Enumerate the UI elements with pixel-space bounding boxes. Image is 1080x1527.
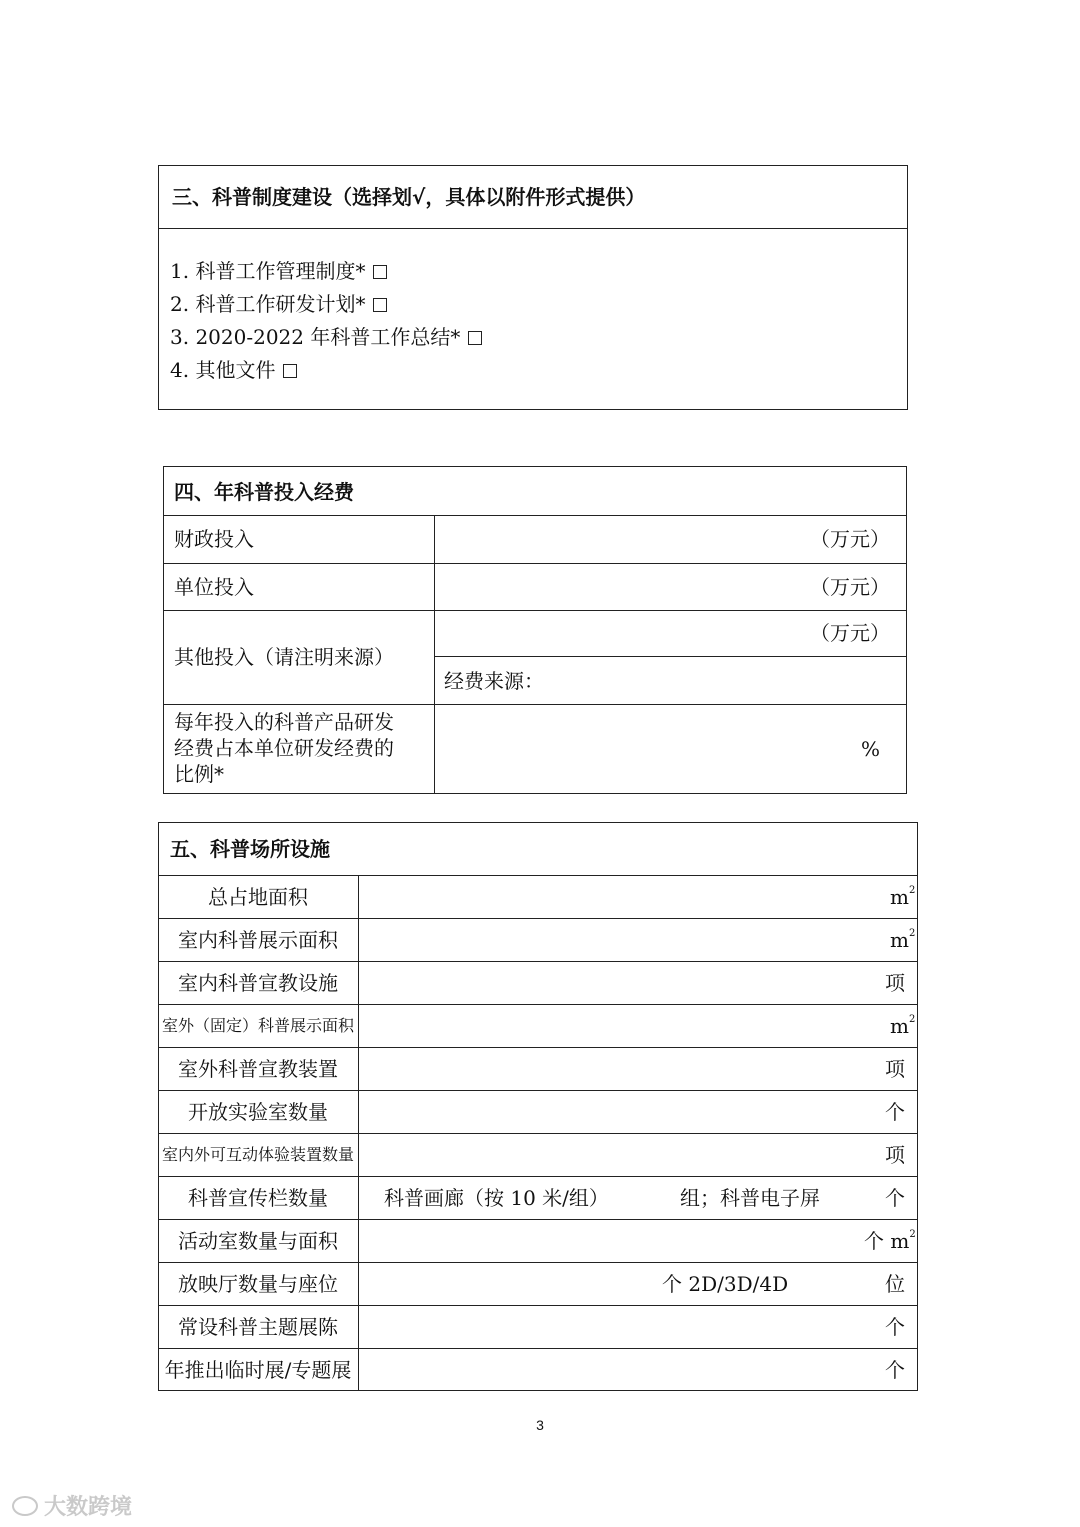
row-label: 放映厅数量与座位 <box>178 1272 338 1296</box>
unit-label: 个 $m^2$ <box>864 1229 916 1253</box>
row-label: 室内科普展示面积 <box>178 928 338 952</box>
outdoor-area-input[interactable] <box>362 1009 862 1043</box>
section3-divider <box>158 228 908 229</box>
row-divider <box>158 1004 918 1005</box>
indoor-area-input[interactable] <box>362 923 862 957</box>
checklist-item[interactable] <box>170 325 482 349</box>
row-label-line: 比例* <box>174 762 224 786</box>
unit-label: 项 <box>885 1057 905 1081</box>
page-number: 3 <box>536 1417 544 1433</box>
row-label: 总占地面积 <box>208 885 308 909</box>
unit-input[interactable] <box>436 565 796 609</box>
gallery-input[interactable] <box>620 1181 676 1215</box>
unit-label: 位 <box>885 1272 905 1296</box>
row-label: 室外（固定）科普展示面积 <box>161 1016 354 1035</box>
row-divider <box>158 1047 918 1048</box>
col-divider <box>434 515 435 794</box>
permanent-exhibit-input[interactable] <box>362 1310 862 1344</box>
watermark-logo-icon <box>12 1496 38 1516</box>
ratio-input[interactable] <box>436 706 836 792</box>
row-divider <box>158 1176 918 1177</box>
row-divider <box>163 515 907 516</box>
checklist-item[interactable] <box>170 292 387 316</box>
unit-label: $m^2$ <box>890 928 916 952</box>
row-divider <box>158 1090 918 1091</box>
outdoor-device-input[interactable] <box>362 1052 862 1086</box>
watermark <box>12 1490 132 1521</box>
unit-label: $m^2$ <box>890 885 916 909</box>
unit-label: % <box>860 737 880 761</box>
unit-label: 项 <box>885 1143 905 1167</box>
total-area-input[interactable] <box>362 880 862 914</box>
unit-label: 个 <box>885 1358 905 1382</box>
checklist-item-label: 4. 其他文件 <box>170 358 276 382</box>
row-divider <box>158 1219 918 1220</box>
screen-label: 组；科普电子屏 <box>680 1186 820 1210</box>
cinema-count-input[interactable] <box>362 1267 657 1301</box>
source-input[interactable] <box>560 659 900 701</box>
checklist-item-label: 3. 2020-2022 年科普工作总结* <box>170 325 461 349</box>
row-label: 科普宣传栏数量 <box>188 1186 328 1210</box>
row-divider <box>163 704 907 705</box>
row-divider <box>158 961 918 962</box>
checkbox[interactable] <box>468 331 482 345</box>
row-label-line: 每年投入的科普产品研发 <box>174 710 394 734</box>
row-label: 财政投入 <box>174 527 254 551</box>
source-label: 经费来源： <box>444 669 544 693</box>
row-divider <box>158 1262 918 1263</box>
row-divider <box>158 1348 918 1349</box>
row-label: 年推出临时展/专题展 <box>164 1358 352 1382</box>
temporary-exhibit-input[interactable] <box>362 1353 862 1387</box>
row-divider <box>158 918 918 919</box>
unit-label: 个 <box>885 1186 905 1210</box>
unit-label: 个 <box>885 1100 905 1124</box>
checkbox[interactable] <box>373 265 387 279</box>
row-divider <box>158 1133 918 1134</box>
unit-label: 个 <box>885 1315 905 1339</box>
unit-label: （万元） <box>810 621 890 645</box>
row-label: 室外科普宣教装置 <box>178 1057 338 1081</box>
activity-room-input[interactable] <box>362 1224 852 1258</box>
unit-label: （万元） <box>810 527 890 551</box>
gallery-label: 科普画廊（按 10 米/组） <box>384 1186 609 1210</box>
row-label: 常设科普主题展陈 <box>178 1315 338 1339</box>
row-divider <box>163 563 907 564</box>
row-label-line: 经费占本单位研发经费的 <box>174 736 394 760</box>
checklist-item[interactable] <box>170 259 387 283</box>
section4-title: 四、年科普投入经费 <box>174 480 354 504</box>
row-label: 单位投入 <box>174 575 254 599</box>
watermark-text: 大数跨境 <box>44 1495 133 1520</box>
row-label: 活动室数量与面积 <box>178 1229 338 1253</box>
row-divider <box>158 875 918 876</box>
row-divider <box>158 1305 918 1306</box>
row-label: 开放实验室数量 <box>188 1100 328 1124</box>
unit-label: $m^2$ <box>890 1014 916 1038</box>
lab-count-input[interactable] <box>362 1095 862 1129</box>
checklist-item[interactable] <box>170 358 297 382</box>
cinema-format-label: 个 2D/3D/4D <box>662 1272 789 1296</box>
section5-title: 五、科普场所设施 <box>170 837 330 861</box>
cinema-seat-input[interactable] <box>785 1267 880 1301</box>
row-label: 室内外可互动体验装置数量 <box>161 1145 354 1164</box>
screen-input[interactable] <box>836 1181 882 1215</box>
checklist-item-label: 1. 科普工作管理制度* <box>170 259 366 283</box>
section3-title: 三、科普制度建设（选择划√，具体以附件形式提供） <box>172 185 646 209</box>
row-divider <box>434 656 907 657</box>
other-input[interactable] <box>436 612 796 654</box>
finance-input[interactable] <box>436 517 796 561</box>
checklist-item-label: 2. 科普工作研发计划* <box>170 292 366 316</box>
unit-label: 项 <box>885 971 905 995</box>
unit-label: （万元） <box>810 575 890 599</box>
row-label: 其他投入（请注明来源） <box>174 645 394 669</box>
checkbox[interactable] <box>373 298 387 312</box>
row-divider <box>163 610 907 611</box>
row-label: 室内科普宣教设施 <box>178 971 338 995</box>
indoor-facility-input[interactable] <box>362 966 862 1000</box>
checkbox[interactable] <box>283 364 297 378</box>
interactive-device-input[interactable] <box>362 1138 862 1172</box>
